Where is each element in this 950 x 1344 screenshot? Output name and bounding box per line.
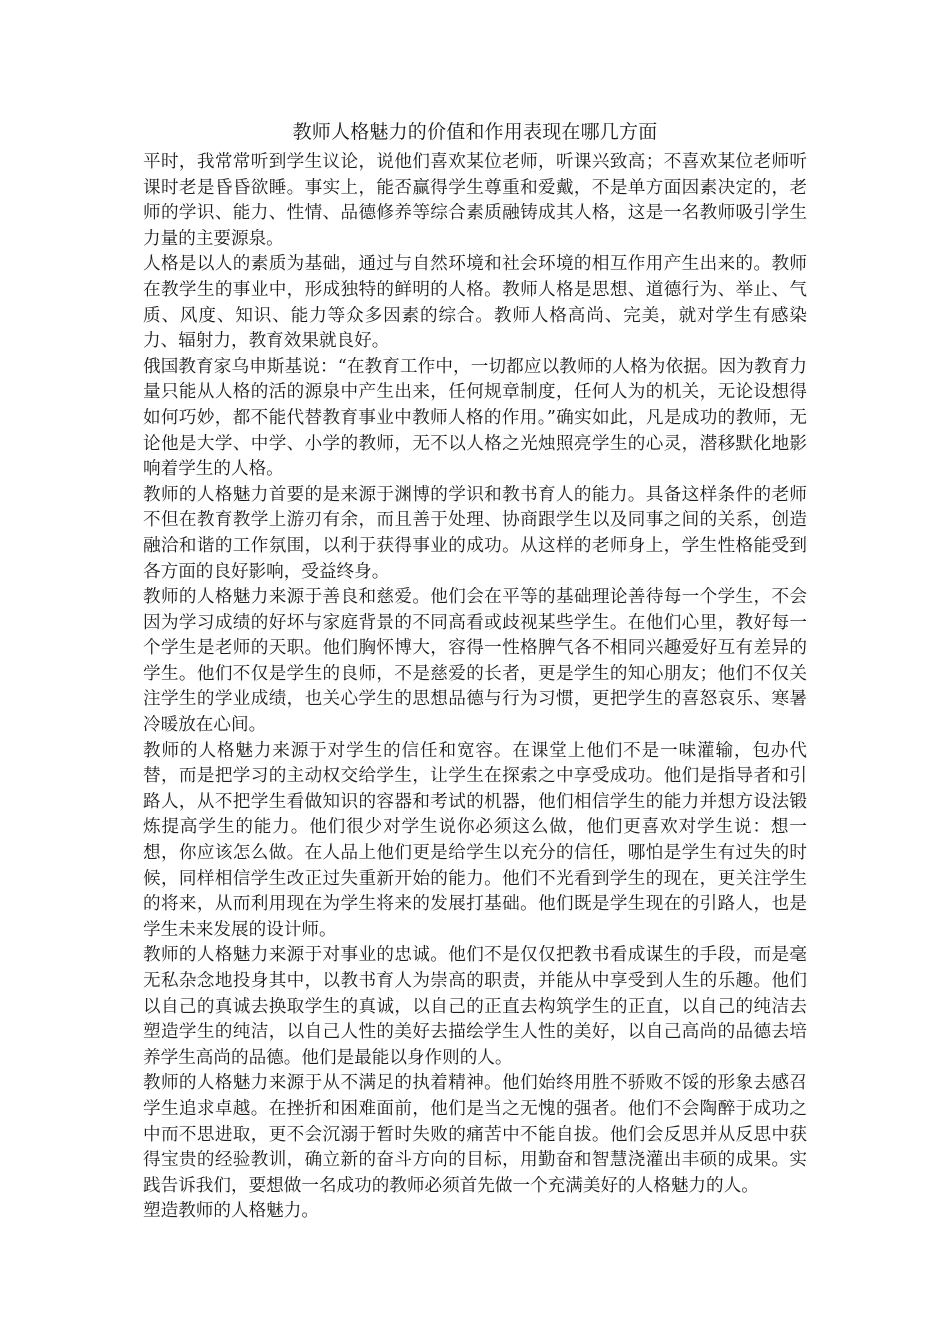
paragraph-2: 人格是以人的素质为基础，通过与自然环境和社会环境的相互作用产生出来的。教师在教学生的事业中，形成独特的鲜明的人格。教师人格是思想、道德行为、举止、气质、风度、知识、能力等众多因素的综合。教师人格高尚、完美，就对学生有感染力、辐射力，教育效果就良好。 xyxy=(143,254,807,352)
document-title: 教师人格魅力的价值和作用表现在哪几方面 xyxy=(292,121,658,143)
paragraph-4: 教师的人格魅力首要的是来源于渊博的学识和教书育人的能力。具备这样条件的老师不但在教育教学上游刃有余，而且善于处理、协商跟学生以及同事之间的关系，创造融洽和谐的工作氛围，以利于获得事业的成功。从这样的老师身上，学生性格能受到各方面的良好影响，受益终身。 xyxy=(143,484,807,582)
document-page xyxy=(143,118,807,1225)
paragraph-9: 塑造教师的人格魅力。 xyxy=(143,1201,319,1222)
paragraph-1: 平时，我常常听到学生议论，说他们喜欢某位老师，听课兴致高；不喜欢某位老师听课时老是昏昏欲睡。事实上，能否赢得学生尊重和爱戴，不是单方面因素决定的，老师的学识、能力、性情、品德修养等综合素质融铸成其人格，这是一名教师吸引学生力量的主要源泉。 xyxy=(143,152,807,249)
paragraph-5: 教师的人格魅力来源于善良和慈爱。他们会在平等的基础理论善待每一个学生，不会因为学习成绩的好坏与家庭背景的不同高看或歧视某些学生。在他们心里，教好每一个学生是老师的天职。他们胸怀博大，容得一性格脾气各不相同兴趣爱好互有差异的学生。他们不仅是学生的良师，不是慈爱的长者，更是学生的知心朋友；他们不仅关注学生的学业成绩，也关心学生的思想品德与行为习惯，更把学生的喜怒哀乐、寒暑冷暖放在心间。 xyxy=(143,587,807,736)
paragraph-7: 教师的人格魅力来源于对事业的忠诚。他们不是仅仅把教书看成谋生的手段，而是毫无私杂念地投身其中，以教书育人为崇高的职责，并能从中享受到人生的乐趣。他们以自己的真诚去换取学生的真诚，以自己的正直去构筑学生的正直，以自己的纯洁去塑造学生的纯洁，以自己人性的美好去描绘学生人性的美好，以自己高尚的品德去培养学生高尚的品德。他们是最能以身作则的人。 xyxy=(143,945,807,1068)
paragraph-8: 教师的人格魅力来源于从不满足的执着精神。他们始终用胜不骄败不馁的形象去感召学生追求卓越。在挫折和困难面前，他们是当之无愧的强者。他们不会陶醉于成功之中而不思进取，更不会沉溺于暂时失败的痛苦中不能自拔。他们会反思并从反思中获得宝贵的经验教训，确立新的奋斗方向的目标，用勤奋和智慧浇灌出丰硕的成果。实践告诉我们，要想做一名成功的教师必须首先做一个充满美好的人格魅力的人。 xyxy=(143,1073,807,1196)
paragraph-6: 教师的人格魅力来源于对学生的信任和宽容。在课堂上他们不是一味灌输，包办代替，而是把学习的主动权交给学生，让学生在探索之中享受成功。他们是指导者和引路人，从不把学生看做知识的容器和考试的机器，他们相信学生的能力并想方设法锻炼提高学生的能力。他们很少对学生说你必须这么做，他们更喜欢对学生说：想一想，你应该怎么做。在人品上他们更是给学生以充分的信任，哪怕是学生有过失的时候，同样相信学生改正过失重新开始的能力。他们不光看到学生的现在，更关注学生的将来，从而利用现在为学生将来的发展打基础。他们既是学生现在的引路人，也是学生未来发展的设计师。 xyxy=(143,740,807,940)
paragraph-3: 俄国教育家乌申斯基说：“在教育工作中，一切都应以教师的人格为依据。因为教育力量只能从人格的活的源泉中产生出来，任何规章制度，任何人为的机关，无论设想得如何巧妙，都不能代替教育事业中教师人格的作用。”确实如此，凡是成功的教师，无论他是大学、中学、小学的教师，无不以人格之光烛照亮学生的心灵，潜移默化地影响着学生的人格。 xyxy=(143,356,807,480)
